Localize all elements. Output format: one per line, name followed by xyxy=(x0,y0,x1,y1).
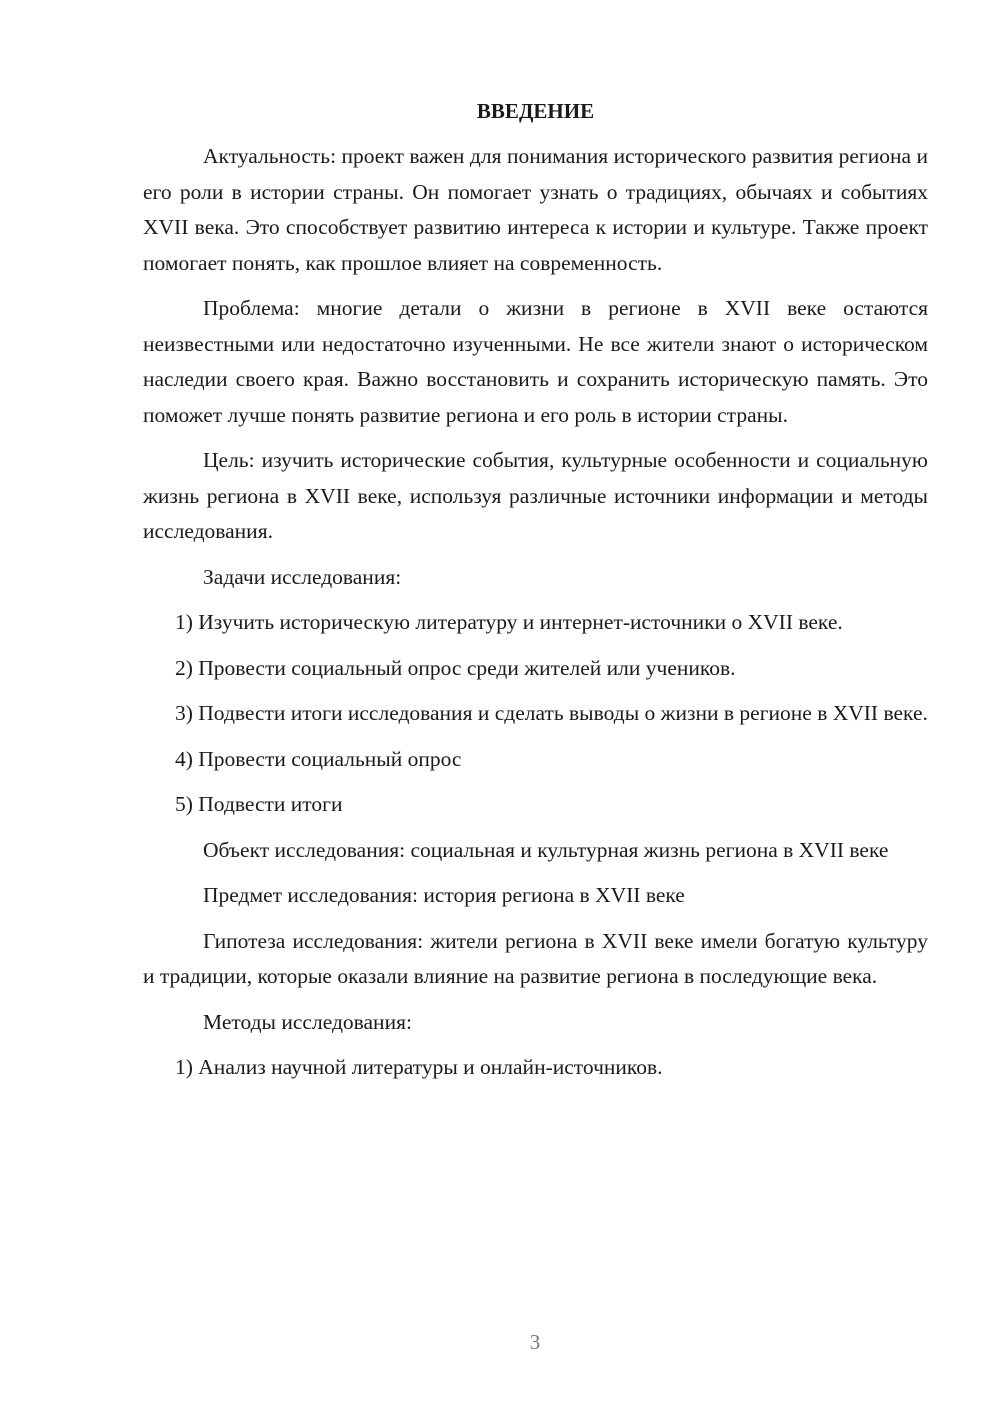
document-page xyxy=(143,90,928,1086)
goal-paragraph: Цель: изучить исторические события, культурные особенности и социальную жизнь региона в XVII веке, используя различные источники информации и методы исследования. xyxy=(143,448,928,543)
subject-paragraph: Предмет исследования: история региона в XVII веке xyxy=(203,883,685,907)
task-item-1: 1) Изучить историческую литературу и интернет-источники о XVII веке. xyxy=(175,610,843,634)
method-item-1: 1) Анализ научной литературы и онлайн-источников. xyxy=(175,1055,663,1079)
task-item-2: 2) Провести социальный опрос среди жителей или учеников. xyxy=(175,655,736,680)
hypothesis-paragraph: Гипотеза исследования: жители региона в XVII веке имели богатую культуру и традиции, которые оказали влияние на развитие региона в последующие века. xyxy=(143,928,928,988)
problem-paragraph: Проблема: многие детали о жизни в регионе в XVII веке остаются неизвестными или недостаточно изученными. Не все жители знают о историческом наследии своего края. Важно восстановить и сохранить историческую память. Это поможет лучше понять развитие региона и его роль в истории страны. xyxy=(143,296,928,427)
task-item-4: 4) Провести социальный опрос xyxy=(175,746,462,771)
tasks-title: Задачи исследования: xyxy=(203,564,402,589)
object-paragraph: Объект исследования: социальная и культурная жизнь региона в XVII веке xyxy=(203,837,889,862)
relevance-paragraph: Актуальность: проект важен для понимания исторического развития региона и его роли в истории страны. Он помогает узнать о традициях, обычаях и событиях XVII века. Это способствует развитию интереса к истории и культуре. Также проект помогает понять, как прошлое влияет на современность. xyxy=(143,144,928,275)
task-item-3: 3) Подвести итоги исследования и сделать выводы о жизни в регионе в XVII веке. xyxy=(175,701,928,725)
task-item-5: 5) Подвести итоги xyxy=(175,792,343,816)
page-heading: ВВЕДЕНИЕ xyxy=(476,99,595,123)
methods-title: Методы исследования: xyxy=(203,1009,412,1034)
page-number: 3 xyxy=(529,1330,541,1354)
